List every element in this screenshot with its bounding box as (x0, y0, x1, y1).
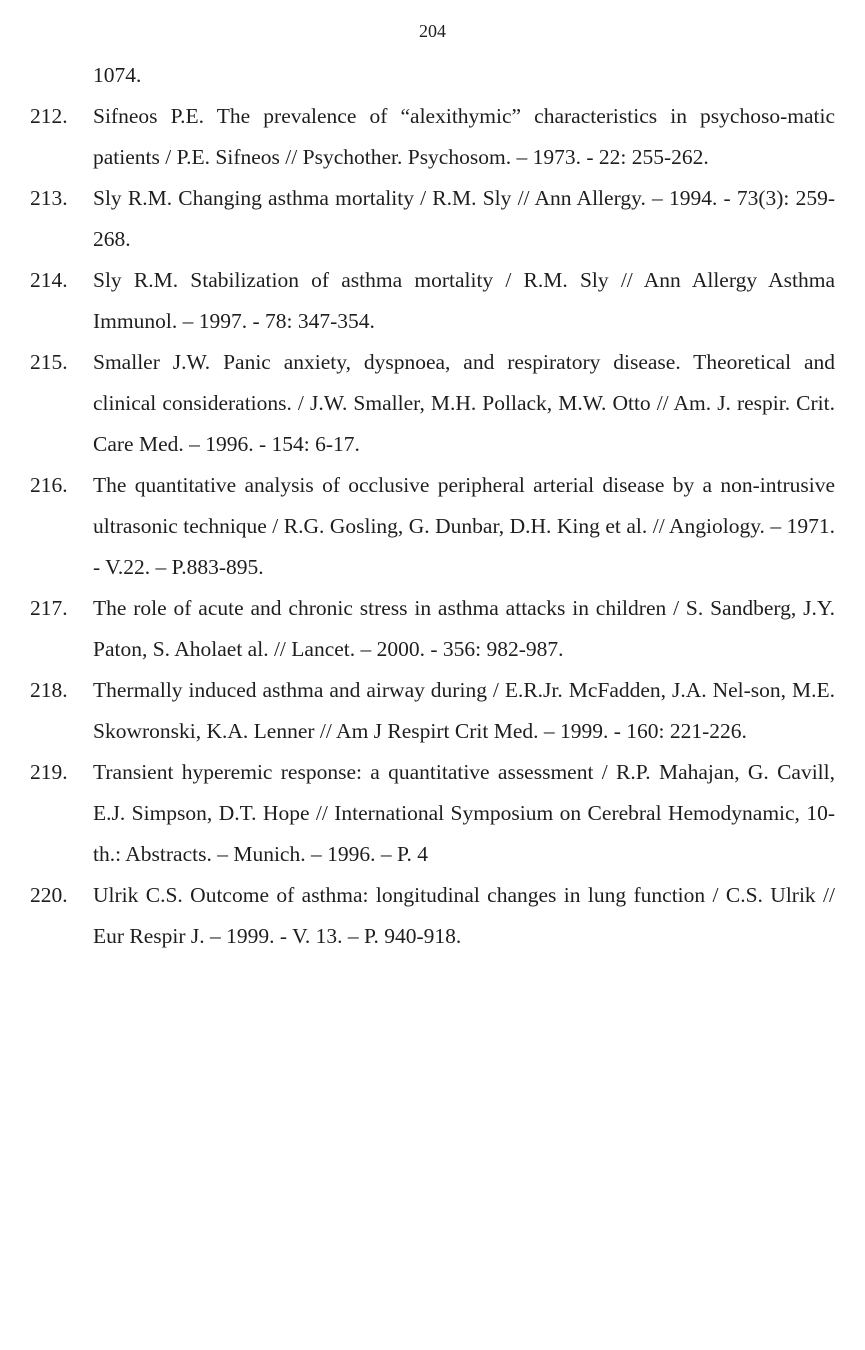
reference-text: Sly R.M. Stabilization of asthma mortality / R.M. Sly // Ann Allergy Asthma Immunol. – 1997. - 78: 347-354. (93, 268, 835, 333)
reference-item (30, 670, 835, 752)
reference-number: 219. (30, 760, 68, 784)
reference-item (30, 96, 835, 178)
reference-item (30, 178, 835, 260)
reference-number: 214. (30, 268, 68, 292)
reference-item (30, 752, 835, 875)
reference-number: 217. (30, 596, 68, 620)
reference-number: 216. (30, 473, 68, 497)
reference-item (30, 588, 835, 670)
reference-text: Ulrik C.S. Outcome of asthma: longitudinal changes in lung function / C.S. Ulrik // Eur Respir J. – 1999. - V. 13. – P. 940-918. (93, 883, 835, 948)
reference-number: 215. (30, 350, 68, 374)
reference-text: Smaller J.W. Panic anxiety, dyspnoea, and respiratory disease. Theoretical and clinical considerations. / J.W. Smaller, M.H. Pollack, M.W. Otto // Am. J. respir. Crit. Care Med. – 1996. - 154: 6-17. (93, 350, 835, 456)
reference-continuation: 1074. (93, 63, 142, 87)
reference-number: 220. (30, 883, 68, 907)
reference-item (30, 465, 835, 588)
reference-item (30, 342, 835, 465)
reference-number: 218. (30, 678, 68, 702)
reference-text: Transient hyperemic response: a quantitative assessment / R.P. Mahajan, G. Cavill, E.J. Simpson, D.T. Hope // International Symposium on Cerebral Hemodynamic, 10-th.: Abstracts. – Munich. – 1996. – P. 4 (93, 760, 835, 866)
reference-text: Sifneos P.E. The prevalence of “alexithymic” characteristics in psychoso-matic patients / P.E. Sifneos // Psychother. Psychosom. – 1973. - 22: 255-262. (93, 104, 835, 169)
reference-text: The quantitative analysis of occlusive peripheral arterial disease by a non-intrusive ultrasonic technique / R.G. Gosling, G. Dunbar, D.H. King et al. // Angiology. – 1971. - V.22. – P.883-895. (93, 473, 835, 579)
reference-list-section (30, 55, 835, 957)
reference-number: 212. (30, 104, 68, 128)
page-number: 204 (419, 21, 446, 41)
reference-item (30, 875, 835, 957)
reference-text: Thermally induced asthma and airway during / E.R.Jr. McFadden, J.A. Nel-son, M.E. Skowronski, K.A. Lenner // Am J Respirt Crit Med. – 1999. - 160: 221-226. (93, 678, 835, 743)
reference-number: 213. (30, 186, 68, 210)
reference-item (30, 260, 835, 342)
reference-text: The role of acute and chronic stress in asthma attacks in children / S. Sandberg, J.Y. Paton, S. Aholaet al. // Lancet. – 2000. - 356: 982-987. (93, 596, 835, 661)
reference-text: Sly R.M. Changing asthma mortality / R.M. Sly // Ann Allergy. – 1994. - 73(3): 259-268. (93, 186, 835, 251)
reference-list (30, 96, 835, 957)
